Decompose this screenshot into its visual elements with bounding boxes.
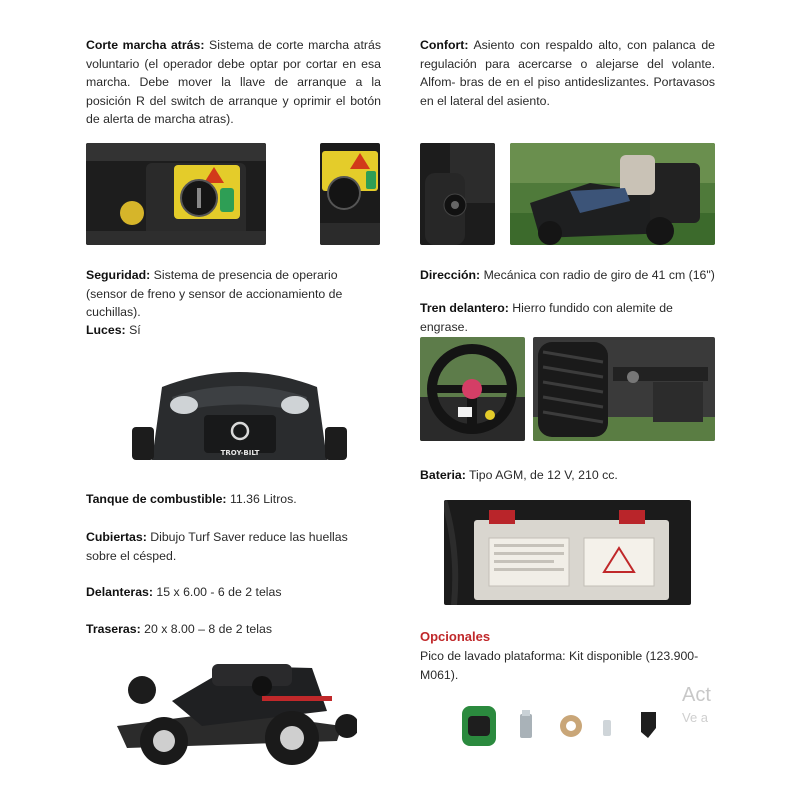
corte-label: Corte marcha atrás:	[86, 38, 205, 52]
direccion-paragraph	[420, 266, 720, 285]
luces-text: Sí	[129, 323, 141, 337]
cupholder-image	[420, 143, 495, 245]
confort-label: Confort:	[420, 38, 469, 52]
wash-kit-photo	[456, 698, 671, 754]
steering-wheel-photo	[420, 337, 525, 441]
tren-paragraph	[420, 299, 720, 336]
corte-marcha-atras-paragraph	[86, 36, 381, 129]
brand-logo-text: TROY-BILT	[220, 449, 260, 457]
bateria-paragraph	[420, 466, 720, 485]
tractor-headlights-photo	[132, 357, 347, 460]
cubiertas-text: Dibujo Turf Saver reduce las huellas sobre el césped.	[86, 530, 348, 563]
lawn-tractor-photo	[112, 656, 357, 771]
bateria-label: Bateria:	[420, 468, 466, 482]
operator-seat-image	[510, 143, 715, 245]
ignition-closeup-photo	[320, 143, 380, 245]
wash-kit-image	[456, 698, 671, 754]
front-axle-image	[533, 337, 715, 441]
direccion-label: Dirección:	[420, 268, 481, 282]
tanque-label: Tanque de combustible:	[86, 492, 227, 506]
delanteras-label: Delanteras:	[86, 585, 153, 599]
delanteras-text: 15 x 6.00 - 6 de 2 telas	[156, 585, 282, 599]
ignition-panel-photo	[86, 143, 266, 245]
luces-label: Luces:	[86, 323, 126, 337]
seguridad-label: Seguridad:	[86, 268, 151, 282]
activate-watermark-title: Act	[682, 684, 711, 706]
cubiertas-paragraph	[86, 528, 381, 565]
lawn-tractor-image	[112, 656, 357, 771]
bateria-text: Tipo AGM, de 12 V, 210 cc.	[469, 468, 618, 482]
cubiertas-label: Cubiertas:	[86, 530, 147, 544]
tanque-paragraph	[86, 490, 381, 509]
tanque-text: 11.36 Litros.	[229, 492, 297, 506]
opcionales-heading: Opcionales	[420, 629, 491, 644]
traseras-label: Traseras:	[86, 622, 141, 636]
battery-image	[444, 500, 691, 605]
corte-text: Sistema de corte marcha atrás voluntario (el operador debe optar por cortar en esa marcha. Debe mover la llave de arranque a la posición R del switch de arranque y oprimir el botón de alerta de marcha atras).	[86, 38, 381, 126]
battery-photo	[444, 500, 691, 605]
confort-paragraph	[420, 36, 715, 110]
ignition-closeup-image	[320, 143, 380, 245]
operator-seat-photo	[510, 143, 715, 245]
seguridad-text: Sistema de presencia de operario (sensor de freno y sensor de accionamiento de cuchillas).	[86, 268, 343, 319]
confort-text: Asiento con respaldo alto, con palanca de regulación para acercarse o alejarse del volante. Alfom- bras de en el piso antideslizantes. Portavasos en el lateral del asiento.	[420, 38, 715, 108]
cupholder-photo	[420, 143, 495, 245]
traseras-paragraph	[86, 620, 381, 639]
opcionales-text: Pico de lavado plataforma: Kit disponible (123.900-M061).	[420, 649, 699, 682]
tractor-headlights-image	[132, 357, 347, 460]
tren-text: Hierro fundido con alemite de engrase.	[420, 301, 673, 334]
seguridad-paragraph	[86, 266, 381, 322]
front-axle-photo	[533, 337, 715, 441]
direccion-text: Mecánica con radio de giro de 41 cm (16")	[483, 268, 715, 282]
ignition-panel-image	[86, 143, 266, 245]
activate-watermark-sub: Ve a	[682, 710, 709, 725]
traseras-text: 20 x 8.00 – 8 de 2 telas	[144, 622, 272, 636]
delanteras-paragraph	[86, 583, 381, 602]
luces-paragraph	[86, 321, 381, 340]
steering-wheel-image	[420, 337, 525, 441]
tren-label: Tren delantero:	[420, 301, 509, 315]
